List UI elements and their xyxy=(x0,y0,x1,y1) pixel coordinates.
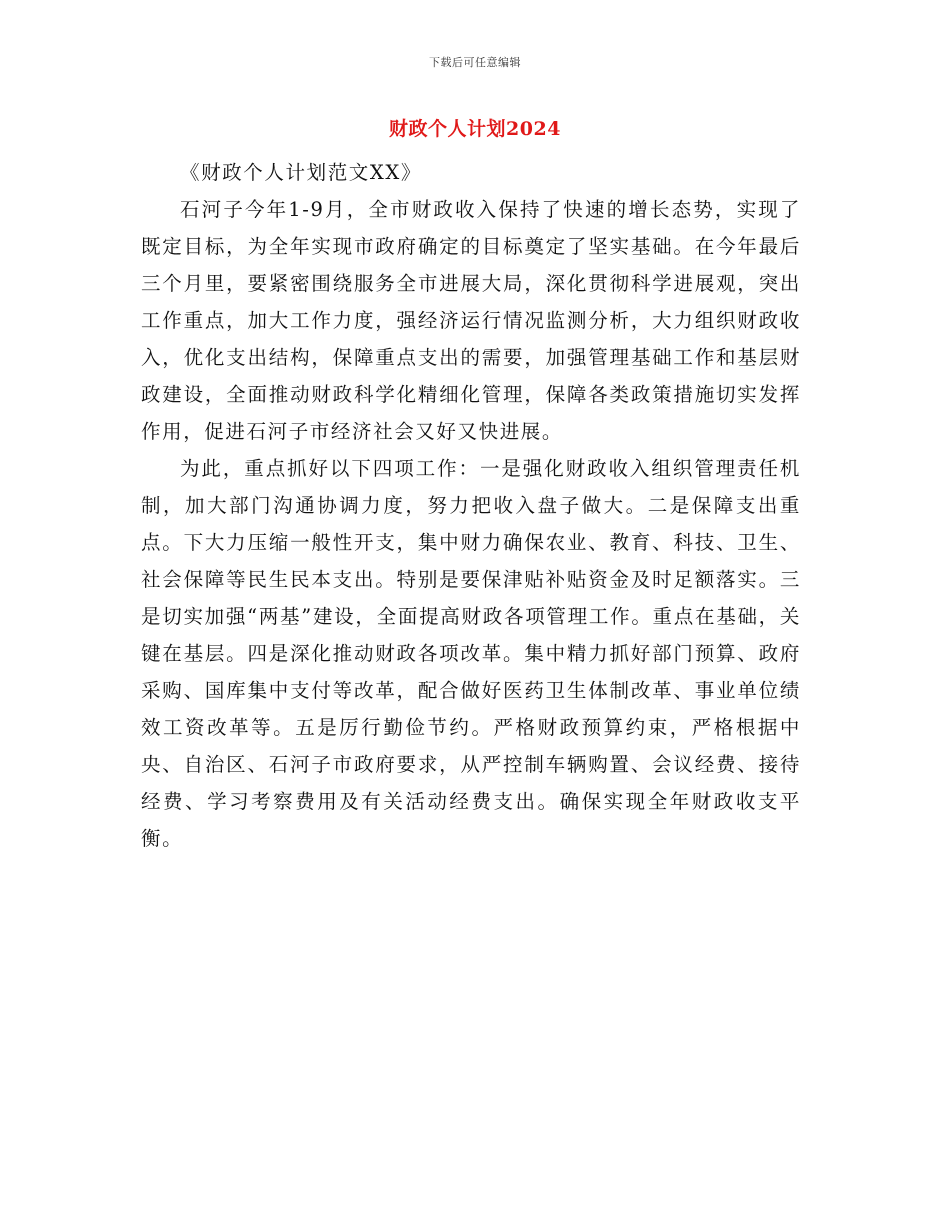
document-subtitle: 《财政个人计划范文XX》 xyxy=(180,161,422,184)
document-body xyxy=(141,154,801,857)
body-paragraph-1: 石河子今年1-9月，全市财政收入保持了快速的增长态势，实现了既定目标，为全年实现市政府确定的目标奠定了坚实基础。在今年最后三个月里，要紧密围绕服务全市进展大局，深化贯彻科学进展观，突出工作重点，加大工作力度，强经济运行情况监测分析，大力组织财政收入，优化支出结构，保障重点支出的需要，加强管理基础工作和基层财政建设，全面推动财政科学化精细化管理，保障各类政策措施切实发挥作用，促进石河子市经济社会又好又快进展。 xyxy=(141,198,801,443)
header-note: 下载后可任意编辑 xyxy=(429,56,521,69)
document-title: 财政个人计划2024 xyxy=(389,118,561,140)
body-paragraph-2: 为此，重点抓好以下四项工作：一是强化财政收入组织管理责任机制，加大部门沟通协调力度，努力把收入盘子做大。二是保障支出重点。下大力压缩一般性开支，集中财力确保农业、教育、科技、卫生、社会保障等民生民本支出。特别是要保津贴补贴资金及时足额落实。三是切实加强“两基”建设，全面提高财政各项管理工作。重点在基础，关键在基层。四是深化推动财政各项改革。集中精力抓好部门预算、政府采购、国库集中支付等改革，配合做好医药卫生体制改革、事业单位绩效工资改革等。五是厉行勤俭节约。严格财政预算约束，严格根据中央、自治区、石河子市政府要求，从严控制车辆购置、会议经费、接待经费、学习考察费用及有关活动经费支出。确保实现全年财政收支平衡。 xyxy=(141,457,801,850)
